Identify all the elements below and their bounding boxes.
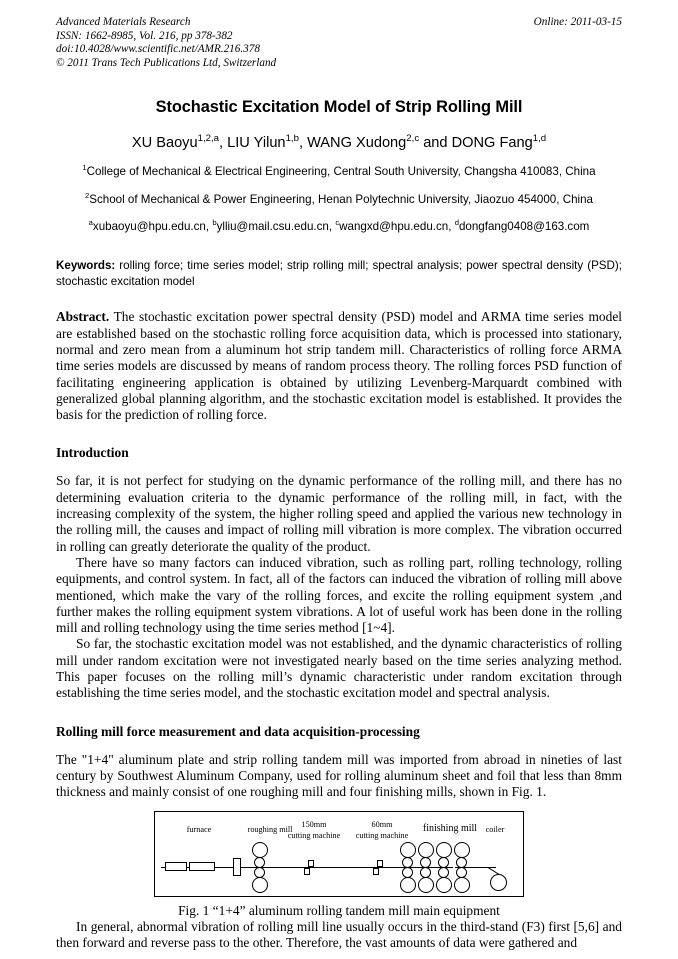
journal-name: Advanced Materials Research [56, 16, 191, 28]
email-marker-c: c [335, 218, 340, 228]
finishing-stand-2-roll-top [418, 842, 434, 858]
roughing-mill-roll-bottom [252, 877, 268, 893]
figure-label-cut150-machine: cutting machine [287, 830, 341, 840]
affiliation-marker-1: 1 [82, 163, 87, 173]
finishing-stand-2-roll-bottom [418, 877, 434, 893]
affiliation-1 [56, 165, 622, 179]
finishing-stand-4-roll-top [454, 842, 470, 858]
roughing-mill-roll-upper [254, 857, 265, 868]
figure-label-roughing-mill: roughing mill [247, 824, 293, 834]
finishing-stand-1-roll-lower [402, 867, 413, 878]
affiliation-2 [56, 193, 622, 207]
figure-1-caption: Fig. 1 “1+4” aluminum rolling tandem mill main equipment [178, 902, 500, 918]
figure-label-furnace: furnace [186, 824, 212, 834]
email-marker-d: d [454, 218, 459, 228]
introduction-paragraph-2: There have so many factors can induced vibration, such as rolling part, rolling technology, rolling equipments, and control system. In fact, all of the factors can induced the vibration of rolling mill above mentioned, which make the vary of the rolling forces, and excite the rolling equipment system ,and further makes the rolling equipment system vibrations. A lot of useful work has been done in the rolling mill and rolling technology using the time series method [1~4]. [56, 554, 622, 636]
measurement-paragraph-2: In general, abnormal vibration of rolling mill line usually occurs in the third-stand (F3) first [5,6] and then forward and reverse pass to the other. Therefore, the vast amounts of data were gathered and [56, 918, 622, 950]
finishing-stand-1-roll-upper [402, 857, 413, 868]
figure-label-coiler: coiler [485, 824, 505, 834]
finishing-stand-2-roll-lower [420, 867, 431, 878]
figure-label-cut60-size: 60mm [371, 819, 393, 829]
figure-label-cut150-size: 150mm [301, 819, 327, 829]
finishing-stand-4-roll-lower [456, 867, 467, 878]
keywords-label: Keywords: [56, 259, 116, 273]
email-marker-b: b [212, 218, 217, 228]
roughing-mill-roll-top [252, 842, 268, 858]
author-separator-1: , [219, 135, 228, 152]
affiliation-text-2: School of Mechanical & Power Engineering, Henan Polytechnic University, Jiaozuo 454000, China [89, 193, 593, 207]
author-separator-2: , [298, 135, 308, 152]
cutting-machine-60mm-lower-blade [373, 868, 379, 875]
finishing-stand-1-roll-top [400, 842, 416, 858]
finishing-stand-3-roll-lower [438, 867, 449, 878]
figure-1-diagram [154, 811, 524, 897]
figure-label-cut60-machine: cutting machine [355, 830, 409, 840]
finishing-stand-3-roll-bottom [436, 877, 452, 893]
furnace-slab-1 [165, 862, 187, 871]
author-name-4: DONG Fang [451, 135, 533, 152]
author-affil-marker-4: 1,d [532, 133, 547, 145]
heading-measurement: Rolling mill force measurement and data acquisition-processing [56, 723, 420, 739]
online-date: Online: 2011-03-15 [533, 16, 622, 28]
author-separator-3: and [419, 135, 452, 152]
email-d[interactable]: dongfang0408@163.com [458, 220, 590, 234]
roughing-mill-roll-lower [254, 867, 265, 878]
author-affil-marker-1: 1,2,a [197, 133, 220, 145]
email-marker-a: a [88, 218, 93, 228]
finishing-stand-4-roll-bottom [454, 877, 470, 893]
cutting-machine-60mm-upper-blade [377, 860, 383, 867]
journal-doi: doi:10.4028/www.scientific.net/AMR.216.378 [56, 43, 260, 56]
abstract-text: The stochastic excitation power spectral density (PSD) model and ARMA time series model are established based on the stochastic rolling force acquisition data, which is processed into stationary, normal and zero mean from a aluminum hot strip tandem mill. Characteristics of rolling force ARMA time series models are discussed by means of random process theory. The rolling forces PSD function of facilitating engineering application is obtained by utilizing Levenberg-Marquardt combined with generalized global planning algorithm, and the stochastic excitation model is established. It provides the basis for the prediction of rolling force. [56, 309, 622, 423]
finishing-stand-3-roll-upper [438, 857, 449, 868]
abstract-label: Abstract. [56, 309, 110, 325]
author-emails [56, 220, 622, 234]
journal-copyright: © 2011 Trans Tech Publications Ltd, Switzerland [56, 56, 277, 69]
author-affil-marker-3: 2,c [406, 133, 420, 145]
author-name-2: LIU Yilun [227, 135, 286, 152]
furnace-slab-2 [189, 862, 215, 871]
author-list [56, 135, 622, 151]
affiliation-marker-2: 2 [84, 191, 90, 201]
edger-stand [233, 858, 241, 876]
author-name-3: WANG Xudong [307, 135, 407, 152]
author-affil-marker-2: 1,b [285, 133, 299, 145]
keywords-text: rolling force; time series model; strip rolling mill; spectral analysis; power spectral density (PSD); stochastic excitation model [56, 259, 622, 288]
page-title: Stochastic Excitation Model of Strip Rolling Mill [155, 98, 523, 117]
cutting-machine-150mm-upper-blade [308, 860, 314, 867]
figure-1-wrapper [56, 811, 622, 897]
introduction-paragraph-3: So far, the stochastic excitation model was not established, and the dynamic characteristics of rolling mill under random excitation were not investigated nearly based on the time series analyzing method. This paper focuses on the rolling mill’s dynamic characteristic under random excitation through establishing the time series model, and the stochastic excitation model and spectral analysis. [56, 636, 622, 701]
affiliation-text-1: College of Mechanical & Electrical Engineering, Central South University, Changsha 410083, China [86, 165, 596, 179]
email-a[interactable]: xubaoyu@hpu.edu.cn, [92, 220, 213, 234]
email-b[interactable]: ylliu@mail.csu.edu.cn, [216, 220, 336, 234]
finishing-stand-1-roll-bottom [400, 877, 416, 893]
keywords-block [56, 258, 622, 289]
heading-introduction: Introduction [56, 445, 129, 461]
figure-label-finishing-mill: finishing mill [422, 822, 478, 834]
cutting-machine-150mm-lower-blade [304, 868, 310, 875]
measurement-paragraph-1: The "1+4" aluminum plate and strip rolling tandem mill was imported from abroad in nineties of last century by Southwest Aluminum Company, used for rolling aluminum sheet and foil that less than 8mm thickness and mainly consist of one roughing mill and four finishing mills, shown in Fig. 1. [56, 751, 622, 800]
introduction-paragraph-1: So far, it is not perfect for studying on the dynamic performance of the rolling mill, and there has no determining evaluation criteria to the dynamic performance of the rolling mill, in fact, with the increasing complexity of the system, the higher rolling speed and applied the various new technology in the rolling mill, the causes and impact of rolling mill vibration is more complex. The vibration occurred in rolling can greatly deteriorate the quality of the product. [56, 473, 622, 554]
author-name-1: XU Baoyu [131, 135, 198, 152]
abstract-block [56, 309, 622, 423]
finishing-stand-2-roll-upper [420, 857, 431, 868]
journal-issn: ISSN: 1662-8985, Vol. 216, pp 378-382 [56, 29, 233, 42]
email-c[interactable]: wangxd@hpu.edu.cn, [339, 220, 455, 234]
coiler-drum [490, 874, 507, 891]
finishing-stand-3-roll-top [436, 842, 452, 858]
journal-header [56, 16, 622, 70]
